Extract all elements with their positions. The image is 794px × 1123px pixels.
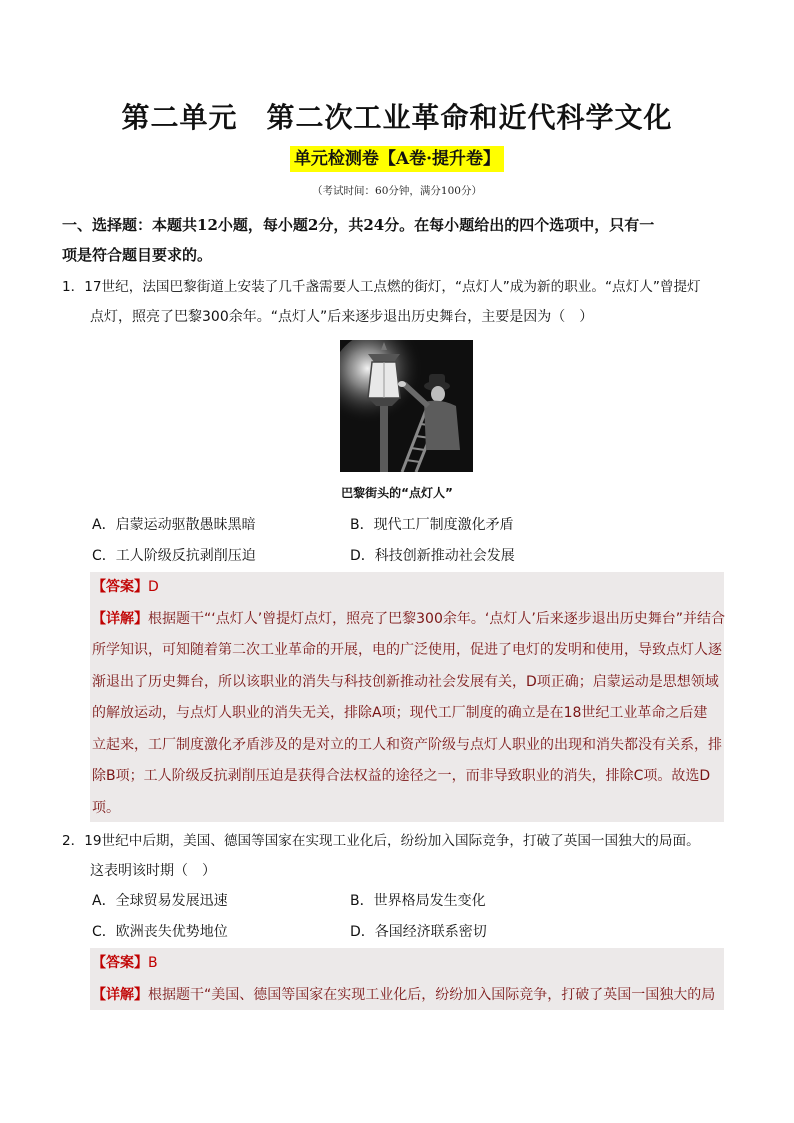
q2-option-b[interactable]: B．世界格局发生变化 [350,893,486,909]
lamplighter-photo [340,340,473,472]
q2-explain-line-1 [90,980,724,1012]
exam-timing: （考试时间：60分钟，满分100分） [312,185,482,197]
q2-answer-value: B [148,955,158,971]
q1-explain-line-2: 所学知识，可知随着第二次工业革命的开展，电的广泛使用，促进了电灯的发明和使用，导致点灯人逐 [92,642,722,658]
subtitle-wrapper [0,146,794,172]
q1-explain-text-1: 根据题干“‘点灯人’曾提灯点灯，照亮了巴黎300余年。‘点灯人’后来逐步退出历史舞台”并结合 [148,610,726,627]
document-title: 第二单元 第二次工业革命和近代科学文化 [121,101,673,134]
photo-caption: 巴黎街头的“点灯人” [341,486,453,500]
q2-answer-tag: 【答案】 [92,955,148,971]
q2-option-c[interactable]: C．欧洲丧失优势地位 [92,924,228,940]
q1-explain-tag: 【详解】 [92,610,148,627]
question-2-line-1: 2．19世纪中后期，美国、德国等国家在实现工业化后，纷纷加入国际竞争，打破了英国一国独大的局面。 [62,833,700,849]
question-1-line-1: 1．17世纪，法国巴黎街道上安装了几千盏需要人工点燃的街灯，“点灯人”成为新的职业。“点灯人”曾提灯 [62,279,701,295]
q2-explain-tag: 【详解】 [92,986,148,1003]
question-1-line-2: 点灯，照亮了巴黎300余年。“点灯人”后来逐步退出历史舞台，主要是因为（ ） [90,309,594,325]
q2-option-d[interactable]: D．各国经济联系密切 [350,924,487,940]
q2-explain-text-1: 根据题干“美国、德国等国家在实现工业化后，纷纷加入国际竞争，打破了英国一国独大的局 [148,986,716,1003]
q1-explain-line-1 [90,604,724,636]
q1-answer-line [90,572,724,604]
document-subtitle: 单元检测卷【A卷·提升卷】 [290,146,504,172]
question-2 [62,826,734,886]
q1-option-a[interactable]: A．启蒙运动驱散愚昧黑暗 [92,517,256,533]
q1-explain-line-4: 的解放运动，与点灯人职业的消失无关，排除A项；现代工厂制度的确立是在18世纪工业革命之后建 [92,705,708,721]
q1-option-b[interactable]: B．现代工厂制度激化矛盾 [350,517,514,533]
q1-explain-line-3: 渐退出了历史舞台，所以该职业的消失与科技创新推动社会发展有关，D项正确；启蒙运动是思想领域 [92,673,719,690]
q2-answer-box [90,948,724,1010]
section-heading [62,210,732,270]
q2-option-a[interactable]: A．全球贸易发展迅速 [92,893,228,909]
q1-explain-line-7: 项。 [92,799,120,816]
question-1 [62,272,734,332]
section-heading-line-2: 项是符合题目要求的。 [62,246,213,264]
q1-answer-value: D [148,579,159,595]
q1-answer-tag: 【答案】 [92,579,148,595]
q1-option-c[interactable]: C．工人阶级反抗剥削压迫 [92,548,256,564]
question-2-line-2: 这表明该时期（ ） [90,863,216,879]
q1-answer-box [90,572,724,822]
q1-option-d[interactable]: D．科技创新推动社会发展 [350,548,515,564]
q2-answer-line [90,948,724,980]
section-heading-line-1: 一、选择题：本题共12小题，每小题2分，共24分。在每小题给出的四个选项中，只有一 [62,216,655,234]
lamplighter-photo-art [340,340,473,472]
q1-explain-line-6: 除B项；工人阶级反抗剥削压迫是获得合法权益的途径之一，而非导致职业的消失，排除C项。故选D [92,768,711,784]
q1-explain-line-5: 立起来，工厂制度激化矛盾涉及的是对立的工人和资产阶级与点灯人职业的出现和消失都没有关系，排 [92,736,722,753]
